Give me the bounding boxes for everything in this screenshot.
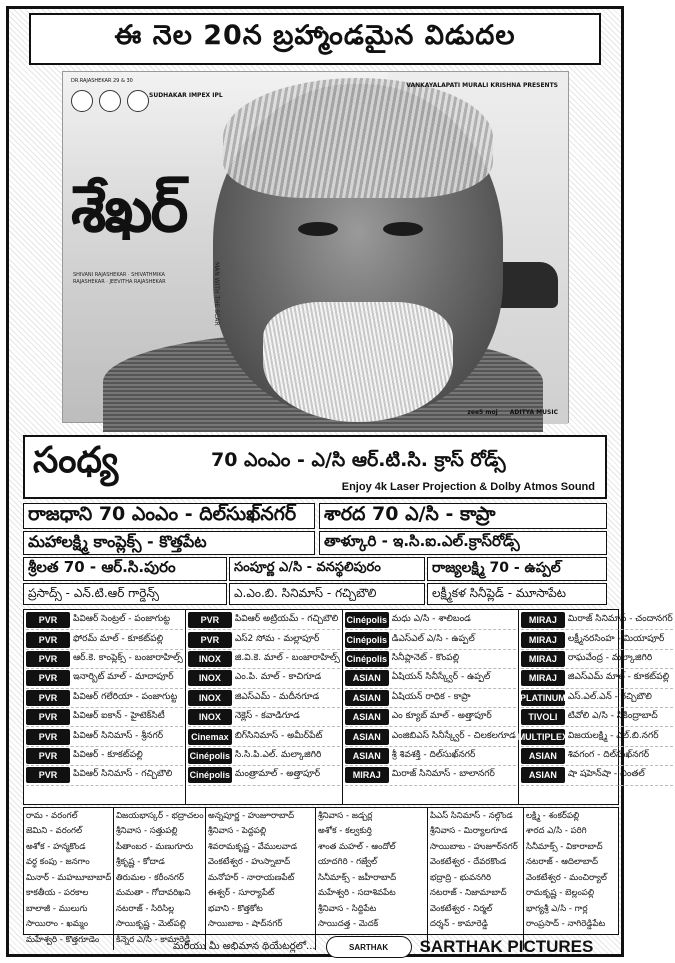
chain-logo-badge: MIRAJ: [521, 632, 565, 648]
screen-name: జి.వి.కె. మాల్ - బంజారాహిల్స్: [234, 652, 340, 663]
screen-listing: [345, 689, 516, 708]
screen-name: శ్రీ శివశక్తి - దిల్‌సుఖ్‌నగర్: [391, 749, 476, 760]
presenter-name: VANKAYALAPATI MURALI KRISHNA PRESENTS: [406, 82, 558, 89]
chain-logo-badge: PVR: [26, 670, 70, 686]
screen-name: షా షహెన్‌షా - చింతల్: [567, 769, 645, 780]
screen-listing: [26, 669, 183, 688]
screen-listing: [188, 669, 340, 688]
screen-name: పివిఆర్ సెంట్రల్ - పంజాగుట్ట: [73, 614, 171, 625]
screen-listing: [26, 766, 183, 785]
chain-logo-badge: ASIAN: [345, 670, 389, 686]
screen-name: విజయలక్ష్మి - ఎల్.బి.నగర్: [567, 730, 659, 741]
theatre-row: సంపూర్ణ ఎ/సి - వనస్థలిపురం: [229, 557, 425, 581]
chain-logo-badge: INOX: [188, 690, 232, 706]
screen-listing: [345, 650, 516, 669]
screen-listing: [521, 766, 673, 785]
district-theatre: నటరాజ్ - సిరిసిల్ల: [116, 903, 175, 914]
screen-listing: [521, 630, 673, 649]
screen-name: జిఎస్ఎమ్ మాల్ - కూకట్‌పల్లి: [567, 672, 670, 683]
actor-hair: [223, 78, 493, 198]
district-theatre: ఈశ్వర్ - సూర్యాపేట్: [208, 888, 275, 899]
district-theatre: విజయభాస్కర్ - భద్రాచలం: [116, 810, 204, 821]
district-theatre: సినీమాక్స్ - వికారాబాద్: [526, 841, 603, 852]
chain-logo-badge: ASIAN: [521, 748, 565, 764]
screen-name: పివిఆర్ గలేరియా - పంజాగుట్ట: [73, 691, 178, 702]
release-banner: ఈ నెల 20న బ్రహ్మాండమైన విడుదల: [29, 13, 601, 65]
screen-name: పివిఆర్ అట్రియమ్ - గచ్చిబౌలి: [234, 614, 339, 625]
screen-name: ఫోరమ్ మాల్ - కూకట్‌పల్లి: [73, 633, 164, 644]
logo-icon: [71, 90, 93, 112]
district-theatre: లక్ష్మి - శంకర్‌పల్లి: [526, 810, 580, 821]
footer: [23, 937, 619, 957]
theatre-row: శ్రీలత 70 - ఆర్.సి.పురం: [23, 557, 227, 581]
screen-column: [186, 610, 343, 804]
screen-listing: [345, 669, 516, 688]
theatre-row: ఎ.ఎం.బి. సినిమాస్ - గచ్చిబౌలి: [229, 583, 425, 605]
district-theatre: భద్రాద్రి - భువనగిరి: [430, 872, 492, 883]
screen-name: సి.సి.పి.ఎల్. మల్కాజిగిరి: [234, 749, 322, 760]
theatre-row: లక్ష్మీకళ సినీప్లెడ్ - మూసాపేట: [427, 583, 607, 605]
chain-logo-badge: PVR: [26, 767, 70, 783]
screen-listing: [521, 611, 673, 630]
screen-column: [24, 610, 186, 804]
screen-name: డిఎస్‌ఎల్ ఎ/సి - ఉప్పల్: [391, 633, 475, 644]
chain-logo-badge: Cinépolis: [345, 651, 389, 667]
screen-listing: [188, 689, 340, 708]
district-theatre: రామ - వరంగల్: [26, 810, 78, 821]
screen-name: ఎస్2 సోమ - మల్లాపూర్: [234, 633, 320, 644]
district-theatre: పిఎస్ సినిమాస్ - నల్గొండ: [430, 810, 513, 821]
screen-name: మిరాజ్ సినిమాస్ - బాలానగర్: [391, 769, 495, 780]
screen-listing: [26, 727, 183, 746]
screen-listing: [521, 669, 673, 688]
logo-icon: [99, 90, 121, 112]
district-theatre: శ్రీనివాస - జడ్చర్ల: [318, 810, 373, 821]
district-theatre: వెంకటేశ్వర - మంచిర్యాల్: [526, 872, 607, 883]
screen-listing: [521, 650, 673, 669]
district-theatre: అన్నపూర్ణ - హుజూరాబాద్: [208, 810, 295, 821]
district-theatre: అశోక - హన్మకొండ: [26, 841, 86, 852]
district-grid: [23, 807, 619, 945]
chain-logo-badge: Cinemax: [188, 729, 232, 745]
district-column: [316, 808, 428, 950]
district-theatre: మినార్ - మహబూబాబాద్: [26, 872, 112, 883]
chain-logo-badge: INOX: [188, 670, 232, 686]
screen-listing: [188, 630, 340, 649]
district-column: [24, 808, 114, 950]
district-theatre: కిన్నెర ఎ/సి - కామారెడ్డి: [116, 934, 191, 945]
chain-logo-badge: Cinépolis: [188, 767, 232, 783]
district-theatre: శ్రీనివాస - పెద్దపల్లి: [208, 826, 267, 837]
screen-listing: [26, 611, 183, 630]
chain-logo-badge: ASIAN: [345, 748, 389, 764]
poster-author: DR.RAJASHEKAR 29 & 30: [71, 78, 133, 84]
district-theatre: కాకతీయ - పరకాల: [26, 888, 89, 899]
actor-eye-left: [298, 222, 338, 236]
sarthak-logo: SARTHAK: [326, 936, 412, 958]
logo-icon: [127, 90, 149, 112]
district-theatre: వర్ధ కంపు - జనగాం: [26, 857, 90, 868]
district-theatre: సాయిదత్త - మెదక్: [318, 919, 379, 930]
screen-listing: [345, 611, 516, 630]
partner-logos: [467, 409, 558, 416]
chain-logo-badge: MIRAJ: [521, 612, 565, 628]
district-theatre: వెంకటేశ్వర - నిర్మల్: [430, 903, 493, 914]
screen-listing: [188, 708, 340, 727]
theatre-row: శారద 70 ఎ/సి - కాప్రా: [319, 503, 607, 529]
district-column: [206, 808, 316, 950]
producer-name: SUDHAKAR IMPEX IPL: [149, 92, 223, 99]
chain-logo-badge: ASIAN: [345, 690, 389, 706]
newspaper-ad: [6, 6, 673, 957]
district-theatre: శ్రీనివాస - సత్తుపల్లి: [116, 826, 178, 837]
screen-name: ఎస్.ఎల్.ఎన్ - గచ్చిబౌలి: [567, 691, 652, 702]
actor-eye-right: [383, 222, 423, 236]
screen-name: పివిఆర్ - కూకట్‌పల్లి: [73, 749, 143, 760]
screen-listing: [26, 630, 183, 649]
district-theatre: రామకృష్ణ - బెల్లంపల్లి: [526, 888, 595, 899]
screen-listing: [517, 727, 673, 746]
chain-logo-badge: PVR: [188, 612, 232, 628]
screen-listing: [345, 630, 516, 649]
main-theatre: [23, 435, 607, 499]
screen-name: పివిఆర్ సినిమాస్ - గచ్చిబౌలి: [73, 769, 173, 780]
screen-listing: [26, 650, 183, 669]
screen-name: ఇనార్బిట్ మాల్ - మాదాపూర్: [73, 672, 174, 683]
chain-logo-badge: ASIAN: [345, 709, 389, 725]
district-theatre: పీతాంబర - మణుగూరు: [116, 841, 194, 852]
theatre-row: రాజధాని 70 ఎంఎం - దిల్‌సుఖ్‌నగర్: [23, 503, 315, 529]
district-theatre: శ్రీనివాస - సిద్దిపేట: [318, 903, 377, 914]
screen-name: పివిఆర్ సినిమాస్ - శ్రీనగర్: [73, 730, 164, 741]
district-theatre: శ్రీకృష్ణ - కోదాడ: [116, 857, 165, 868]
district-theatre: సాయిబాబ - షాద్‌నగర్: [208, 919, 283, 930]
chain-logo-badge: TIVOLI: [521, 709, 565, 725]
screen-name: ఎంజిబిఎస్ సినీస్క్వేర్ - చిలకలగూడ: [391, 730, 516, 741]
district-theatre: శాంత మహల్ - ఆందోల్: [318, 841, 396, 852]
district-theatre: యాదగిరి - గజ్వేల్: [318, 857, 378, 868]
screen-name: శివగంగ - దిల్‌సుఖ్‌నగర్: [567, 749, 650, 760]
partner-logo: zee5 moj: [467, 409, 498, 416]
chain-logo-badge: PVR: [26, 612, 70, 628]
screen-name: బిగ్‌సినిమాస్ - అమీర్‌పేట్: [234, 730, 323, 741]
chain-logo-badge: ASIAN: [345, 729, 389, 745]
district-theatre: మహేశ్వరి - సదాశివపేట: [318, 888, 396, 899]
screen-name: మిరాజ్ సినిమాస్ - చందానగర్: [567, 614, 673, 625]
district-theatre: మనోహర్ - నారాయణపేట్: [208, 872, 295, 883]
main-theatre-location: 70 ఎంఎం - ఎ/సి ఆర్.టి.సి. క్రాస్ రోడ్స్: [211, 449, 506, 471]
chain-logo-badge: MIRAJ: [521, 670, 565, 686]
screen-listing: [345, 747, 516, 766]
screen-name: మధు ఎ/సి - శాలిబండ: [391, 614, 471, 625]
district-theatre: అశోక - కల్వకుర్తి: [318, 826, 372, 837]
chain-logo-badge: PVR: [26, 690, 70, 706]
district-theatre: శారద ఎ/సి - పరిగి: [526, 826, 587, 837]
chain-logo-badge: PVR: [188, 632, 232, 648]
main-theatre-name: సంధ్య: [33, 439, 119, 481]
actor-beard: [263, 302, 453, 422]
screen-listing: [188, 766, 340, 785]
movie-poster: [62, 71, 569, 423]
district-theatre: బాలాజీ - ములుగు: [26, 903, 88, 914]
partner-logo: ADITYA MUSIC: [509, 409, 558, 416]
theatre-row: మహాలక్ష్మి కాంప్లెక్స్ - కొత్తపేట: [23, 531, 315, 555]
district-theatre: నటరాజ్ - ఆదిలాబాద్: [526, 857, 598, 868]
district-theatre: భవాని - కొత్తకోట: [208, 903, 263, 914]
more-theatres-note: మరియు మీ అభిమాన థియేటర్లలో...: [173, 941, 316, 952]
district-theatre: దర్శన్ - కామారెడ్డి: [430, 919, 488, 930]
multiplex-grid: [23, 609, 673, 805]
screen-name: పివిఆర్ ఐకాన్ - హైటెక్‌సిటీ: [73, 711, 165, 722]
chain-logo-badge: Cinépolis: [345, 632, 389, 648]
screen-name: ఏషియన్ రాధిక - కాప్రా: [391, 691, 471, 702]
cast-credits: SHIVANI RAJASHEKAR · SHIVATHMIKA RAJASHEKAR · JEEVITHA RAJASHEKAR: [73, 272, 166, 285]
projection-note: Enjoy 4k Laser Projection & Dolby Atmos Sound: [341, 481, 595, 493]
district-theatre: రాంప్రసాద్ - నాగిరెడ్డిపేట: [526, 919, 606, 930]
screen-name: నెక్లెస్ - కవాడిగూడ: [234, 711, 300, 722]
screen-name: టివోలి ఎ/సి - సికింద్రాబాద్: [567, 711, 658, 722]
district-theatre: వెంకటేశ్వర - హుస్నాబాద్: [208, 857, 291, 868]
screen-name: ఎం.పి. మాల్ - కాచిగూడ: [234, 672, 322, 683]
district-theatre: మమతా - గోదావరిఖని: [116, 888, 191, 899]
chain-logo-badge: PLATINUM: [521, 690, 565, 706]
district-theatre: శివరామకృష్ణ - వేములవాడ: [208, 841, 297, 852]
chain-logo-badge: MIRAJ: [521, 651, 565, 667]
screen-column: [343, 610, 519, 804]
company-name: SARTHAK PICTURES: [419, 937, 594, 956]
chain-logo-badge: PVR: [26, 651, 70, 667]
screen-listing: [188, 611, 340, 630]
chain-logo-badge: MIRAJ: [345, 767, 389, 783]
chain-logo-badge: PVR: [26, 709, 70, 725]
screen-name: లక్ష్మీనరసింహ - మియాపూర్: [567, 633, 665, 644]
district-column: [524, 808, 620, 950]
theatre-row: రాజ్యలక్ష్మి 70 - ఉప్పల్: [427, 557, 607, 581]
production-logos: [71, 90, 149, 112]
chain-logo-badge: PVR: [26, 748, 70, 764]
chain-logo-badge: MULTIPLEX: [521, 729, 565, 745]
district-theatre: సాయికృష్ణ - మెట్‌పల్లి: [116, 919, 186, 930]
district-theatre: తిరుమల - కరీంనగర్: [116, 872, 184, 883]
screen-listing: [521, 689, 673, 708]
screen-listing: [26, 708, 183, 727]
screen-listing: [345, 727, 516, 746]
district-theatre: మహేశ్వరి - కొత్తగూడెం: [26, 934, 100, 945]
movie-title: శేఖర్: [71, 172, 187, 247]
district-column: [114, 808, 206, 950]
district-theatre: నటరాజ్ - నిజామాబాద్: [430, 888, 507, 899]
screen-listing: [188, 727, 340, 746]
chain-logo-badge: ASIAN: [521, 767, 565, 783]
movie-tagline: MAN WITH THE SCAR: [213, 262, 220, 326]
chain-logo-badge: INOX: [188, 651, 232, 667]
district-theatre: సాయిబాబ - హుజూర్‌నగర్: [430, 841, 518, 852]
chain-logo-badge: Cinépolis: [345, 612, 389, 628]
district-column: [428, 808, 524, 950]
screen-name: ఏషియన్ సినీస్క్వేర్ - ఉప్పల్: [391, 672, 491, 683]
screen-listing: [26, 747, 183, 766]
screen-name: సినీప్లానెట్ - కొంపల్లి: [391, 652, 460, 663]
chain-logo-badge: PVR: [26, 632, 70, 648]
theatre-row: తాళ్కూరి - ఇ.సి.ఐ.ఎల్.క్రాస్‌రోడ్స్: [319, 531, 607, 555]
district-theatre: సాయిరాం - ఖమ్మం: [26, 919, 89, 930]
screen-listing: [345, 766, 516, 785]
screen-listing: [188, 650, 340, 669]
chain-logo-badge: INOX: [188, 709, 232, 725]
theatre-row: ప్రసాద్స్ - ఎన్.టి.ఆర్ గార్డెన్స్: [23, 583, 227, 605]
district-theatre: వెంకటేశ్వర - దేవరకొండ: [430, 857, 507, 868]
chain-logo-badge: Cinépolis: [188, 748, 232, 764]
screen-column: [519, 610, 675, 804]
screen-name: జిఎస్ఎమ్ - మదీనగూడ: [234, 691, 320, 702]
screen-listing: [521, 747, 673, 766]
screen-listing: [188, 747, 340, 766]
district-theatre: జెమిని - వరంగల్: [26, 826, 83, 837]
district-theatre: సినీమాక్స్ - జహీరాబాద్: [318, 872, 397, 883]
screen-listing: [345, 708, 516, 727]
chain-logo-badge: PVR: [26, 729, 70, 745]
screen-name: మంత్రామాల్ - అత్తాపూర్: [234, 769, 321, 780]
screen-listing: [521, 708, 673, 727]
screen-listing: [26, 689, 183, 708]
district-theatre: శ్రీనివాస - మిర్యాలగూడ: [430, 826, 508, 837]
screen-name: ఆర్.కె. కాంప్లెక్స్ - బంజారాహిల్స్: [73, 652, 183, 663]
screen-name: రాఘవేంద్ర - మల్కాజిగిరి: [567, 652, 653, 663]
district-theatre: భాగ్యశ్రీ ఎ/సి - గార్ల: [526, 903, 588, 914]
screen-name: ఎం క్యూబ్ మాల్ - అత్తాపూర్: [391, 711, 492, 722]
